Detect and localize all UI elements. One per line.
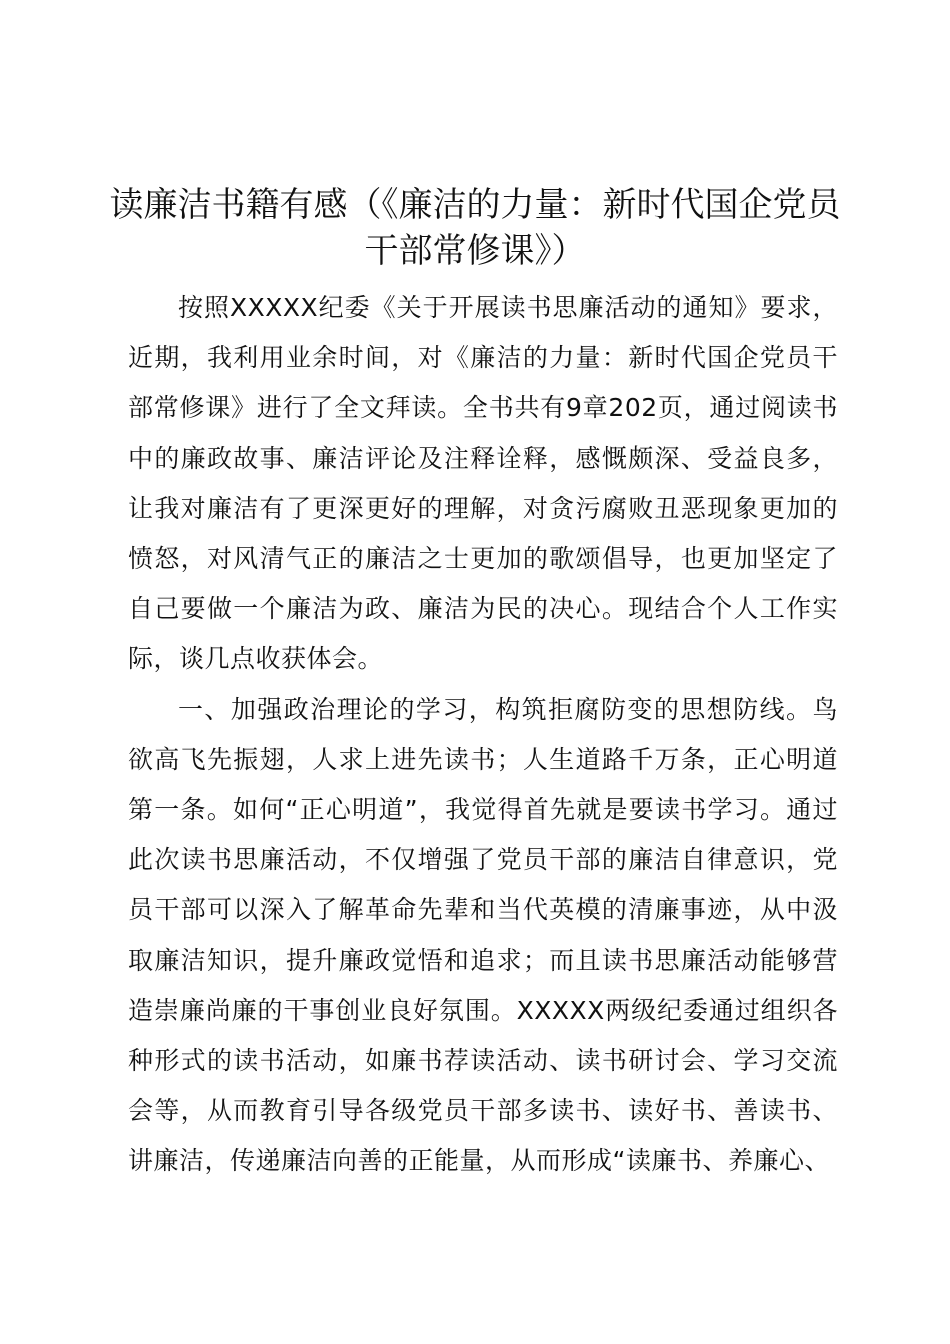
paragraph-section-one: 一、加强政治理论的学习，构筑拒腐防变的思想防线。鸟欲高飞先振翅，人求上进先读书；人生道路千万条，正心明道第一条。如何“正心明道”，我觉得首先就是要读书学习。通过此次读书思廉活动，不仅增强了党员干部的廉洁自律意识，党员干部可以深入了解革命先辈和当代英模的清廉事迹，从中汲取廉洁知识，提升廉政觉悟和追求；而且读书思廉活动能够营造崇廉尚廉的干事创业良好氛围。XXXXX两级纪委通过组织各种形式的读书活动，如廉书荐读活动、读书研讨会、学习交流会等，从而教育引导各级党员干部多读书、读好书、善读书、讲廉洁，传递廉洁向善的正能量，从而形成“读廉书、养廉心、 bbox=[128, 694, 838, 1176]
document-title: 读廉洁书籍有感（《廉洁的力量：新时代国企党员干部常修课》） bbox=[109, 185, 841, 271]
paragraph-intro: 按照XXXXX纪委《关于开展读书思廉活动的通知》要求，近期，我利用业余时间，对《廉洁的力量：新时代国企党员干部常修课》进行了全文拜读。全书共有9章202页，通过阅读书中的廉政故事、廉洁评论及注释诠释，感慨颇深、受益良多，让我对廉洁有了更深更好的理解，对贪污腐败丑恶现象更加的愤怒，对风清气正的廉洁之士更加的歌颂倡导，也更加坚定了自己要做一个廉洁为政、廉洁为民的决心。现结合个人工作实际，谈几点收获体会。 bbox=[128, 293, 838, 674]
document-body bbox=[128, 283, 838, 1187]
